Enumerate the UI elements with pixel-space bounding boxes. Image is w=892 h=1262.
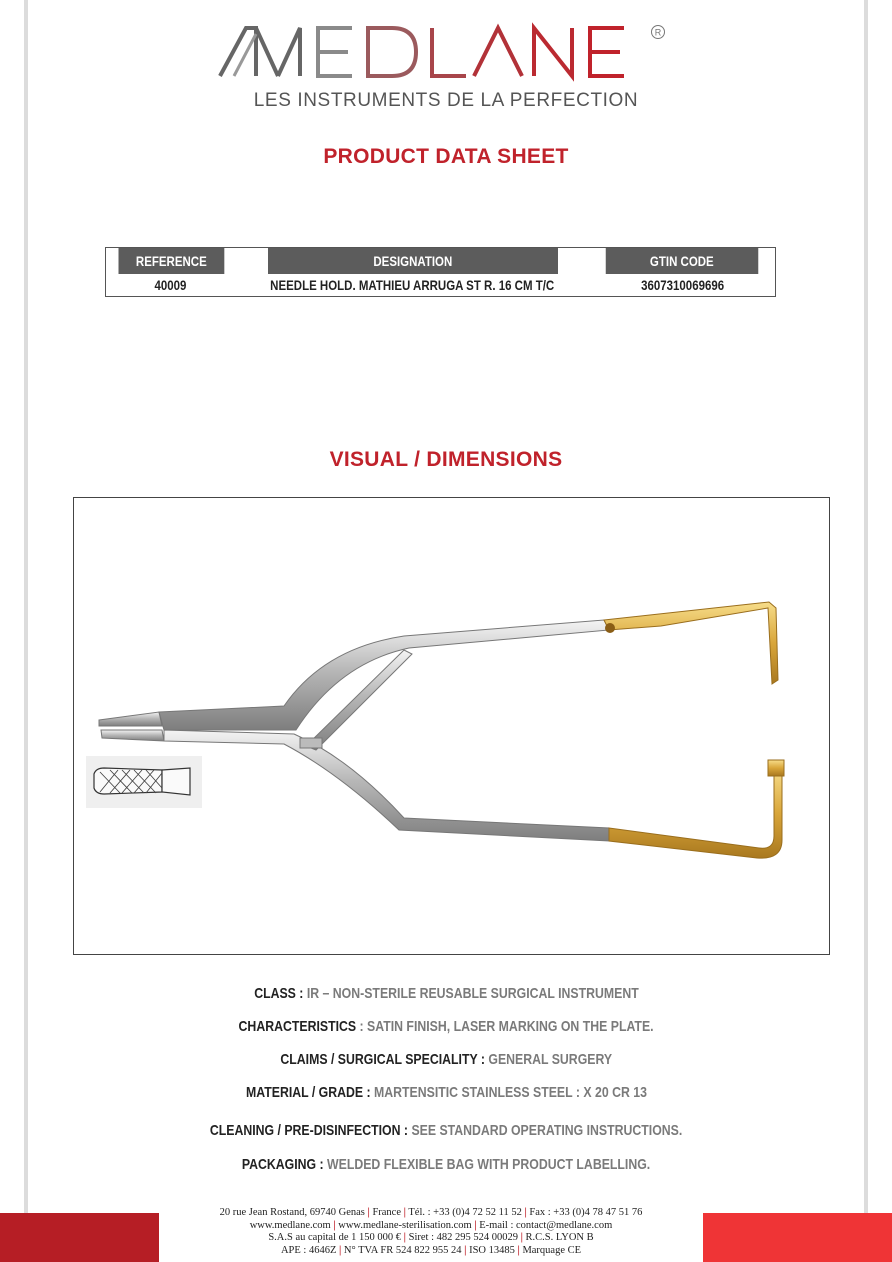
footer-email-link[interactable]: E-mail : contact@medlane.com — [479, 1219, 613, 1231]
footer-separator: | — [403, 1232, 406, 1243]
spec-value: MARTENSITIC STAINLESS STEEL : X 20 CR 13 — [373, 1084, 647, 1101]
footer-separator: | — [403, 1207, 406, 1218]
footer-separator: | — [474, 1219, 477, 1231]
designation-value: NEEDLE HOLD. MATHIEU ARRUGA ST R. 16 CM T/C — [270, 277, 555, 293]
footer-capital: S.A.S au capital de 1 150 000 € — [268, 1232, 402, 1243]
jaw-detail-inset — [86, 756, 202, 808]
footer-website-link[interactable]: www.medlane.com — [249, 1219, 331, 1231]
footer-separator: | — [333, 1219, 336, 1231]
footer-phone: Tél. : +33 (0)4 72 52 11 52 — [408, 1207, 522, 1218]
footer-separator: | — [367, 1207, 370, 1218]
gtin-header: GTIN CODE — [606, 248, 759, 275]
spec-value: WELDED FLEXIBLE BAG WITH PRODUCT LABELLING. — [326, 1156, 651, 1173]
product-data-sheet-title: PRODUCT DATA SHEET — [323, 145, 569, 168]
footer-fax: Fax : +33 (0)4 78 47 51 76 — [529, 1207, 643, 1218]
logo-wordmark — [216, 20, 676, 84]
footer-siret: Siret : 482 295 524 00029 — [408, 1232, 518, 1243]
footer-tva: N° TVA FR 524 822 955 24 — [343, 1244, 462, 1256]
spec-label: CHARACTERISTICS — [238, 1018, 357, 1035]
footer-iso: ISO 13485 — [469, 1244, 515, 1256]
spec-value: : SATIN FINISH, LASER MARKING ON THE PLATE. — [356, 1018, 654, 1035]
gtin-value: 3607310069696 — [640, 277, 724, 293]
table-row — [106, 274, 776, 297]
footer-separator: | — [524, 1207, 527, 1218]
footer-ape: APE : 4646Z — [280, 1244, 337, 1256]
footer-separator: | — [464, 1244, 467, 1256]
designation-header: DESIGNATION — [268, 248, 558, 275]
footer-line-web — [159, 1220, 703, 1233]
footer-separator: | — [338, 1244, 342, 1256]
footer-separator: | — [520, 1232, 523, 1243]
footer-red-bar-left — [0, 1213, 159, 1262]
needle-holder-illustration — [74, 498, 831, 956]
spec-value: SEE STANDARD OPERATING INSTRUCTIONS. — [411, 1122, 683, 1139]
spec-characteristics — [0, 1018, 892, 1035]
table-header-row — [106, 248, 776, 275]
spec-label: CLAIMS / SURGICAL SPECIALITY : — [280, 1051, 489, 1068]
spec-claims — [0, 1051, 892, 1068]
visual-dimensions-title: VISUAL / DIMENSIONS — [329, 448, 563, 471]
footer-line-legal — [159, 1232, 703, 1245]
reference-value: 40009 — [154, 277, 187, 293]
company-footer — [159, 1207, 703, 1257]
reference-header: REFERENCE — [117, 248, 224, 275]
spec-label: PACKAGING : — [241, 1156, 327, 1173]
footer-line-address — [159, 1207, 703, 1220]
footer-ce: Marquage CE — [522, 1244, 582, 1256]
brand-tagline: LES INSTRUMENTS DE LA PERFECTION — [253, 90, 639, 111]
visual-dimensions-box — [73, 497, 830, 955]
spec-cleaning — [0, 1122, 892, 1139]
reference-table — [105, 247, 776, 297]
footer-line-registrations — [159, 1245, 703, 1258]
footer-red-bar-right — [703, 1213, 892, 1262]
spec-class — [0, 985, 892, 1002]
footer-address: 20 rue Jean Rostand, 69740 Genas — [219, 1207, 365, 1218]
spec-value: GENERAL SURGERY — [488, 1051, 612, 1068]
footer-sterilisation-link[interactable]: www.medlane-sterilisation.com — [338, 1219, 472, 1231]
spec-material — [0, 1084, 892, 1101]
footer-separator: | — [517, 1244, 520, 1256]
spec-label: CLEANING / PRE-DISINFECTION : — [209, 1122, 412, 1139]
spec-value: IR – NON-STERILE REUSABLE SURGICAL INSTRUMENT — [306, 985, 639, 1002]
spec-label: MATERIAL / GRADE : — [245, 1084, 374, 1101]
footer-rcs: R.C.S. LYON B — [525, 1232, 594, 1243]
spec-packaging — [0, 1156, 892, 1173]
registered-mark: R — [654, 27, 662, 38]
footer-country: France — [372, 1207, 402, 1218]
spec-label: CLASS : — [253, 985, 307, 1002]
medlane-logo — [0, 20, 892, 84]
